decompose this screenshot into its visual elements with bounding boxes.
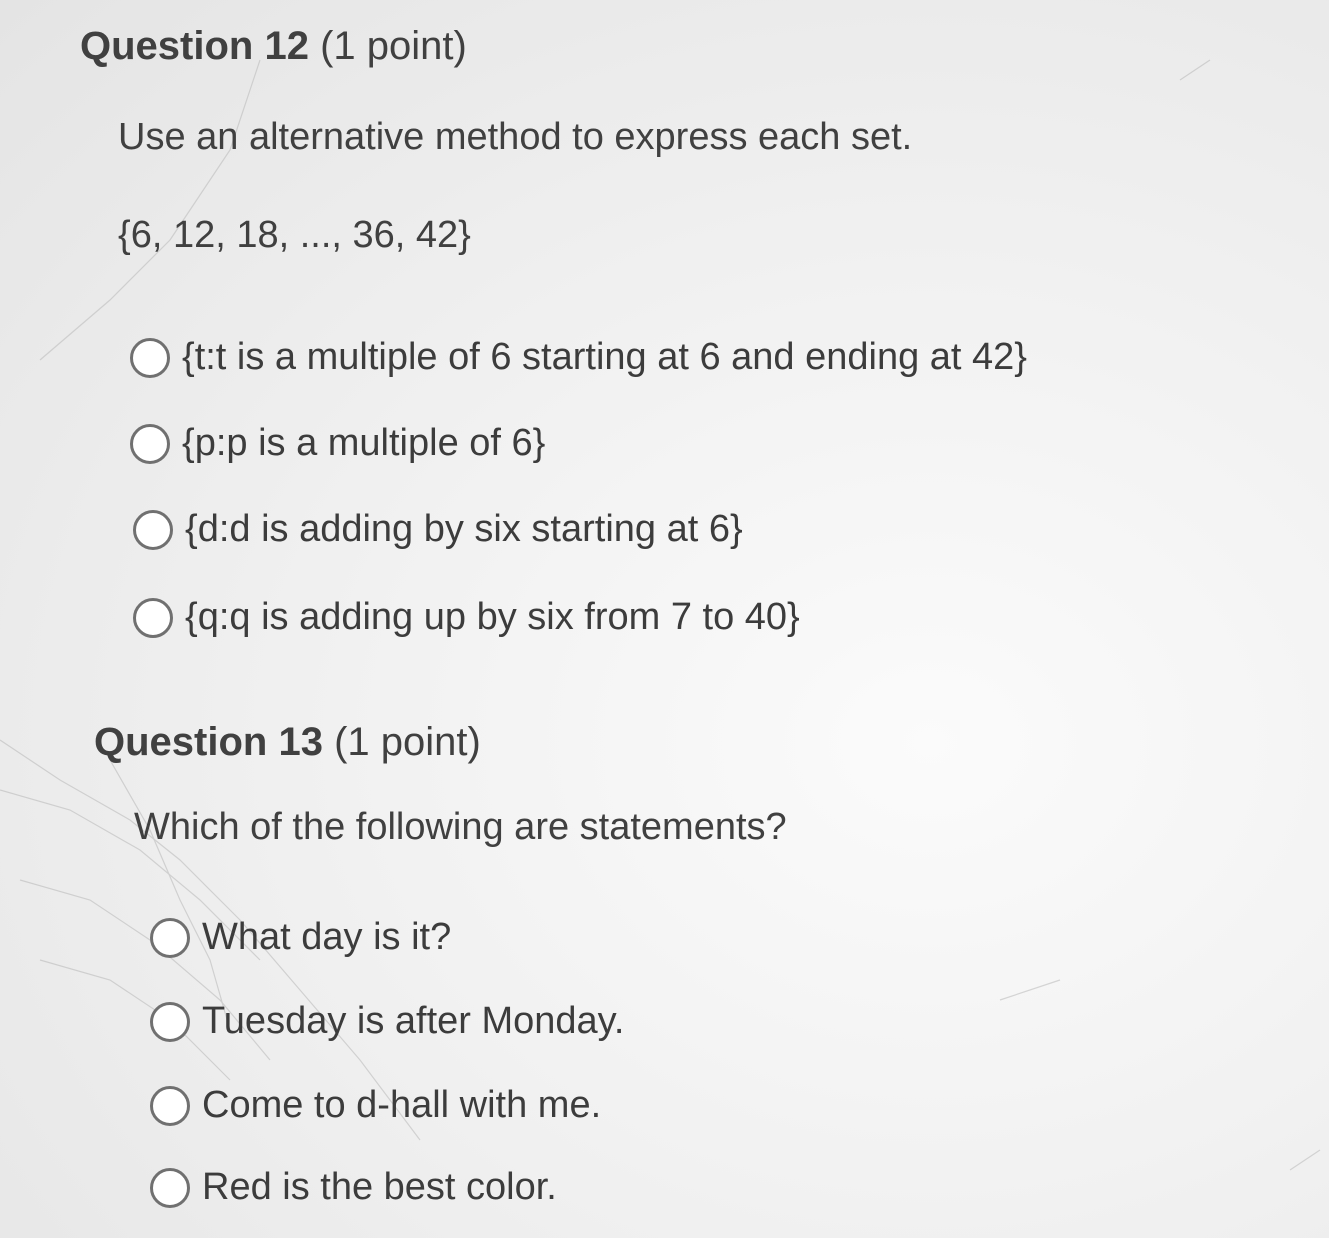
radio-button[interactable] <box>133 510 173 550</box>
radio-button[interactable] <box>150 1002 190 1042</box>
option-label: Tuesday is after Monday. <box>202 1000 625 1042</box>
question-12-number: Question 12 <box>80 24 309 68</box>
option-label: Come to d-hall with me. <box>202 1084 602 1126</box>
question-12-option-2[interactable] <box>130 422 545 465</box>
question-13-option-2[interactable] <box>150 1000 624 1043</box>
option-label: {t:t is a multiple of 6 starting at 6 and ending at 42} <box>182 336 1027 378</box>
option-label: Red is the best color. <box>202 1166 557 1208</box>
radio-button[interactable] <box>133 598 173 638</box>
question-12-prompt: Use an alternative method to express each set. <box>118 116 913 158</box>
question-13-heading <box>94 720 481 765</box>
radio-button[interactable] <box>150 1168 190 1208</box>
question-13-option-3[interactable] <box>150 1084 601 1127</box>
question-13-points: (1 point) <box>334 720 481 764</box>
question-13-option-1[interactable] <box>150 916 451 959</box>
question-12-option-1[interactable] <box>130 336 1027 379</box>
option-label: {d:d is adding by six starting at 6} <box>185 508 743 550</box>
option-label: {q:q is adding up by six from 7 to 40} <box>185 596 800 638</box>
question-12-set: {6, 12, 18, ..., 36, 42} <box>118 214 471 256</box>
question-13-prompt: Which of the following are statements? <box>134 806 787 848</box>
option-label: {p:p is a multiple of 6} <box>182 422 546 464</box>
question-12-points: (1 point) <box>320 24 467 68</box>
radio-button[interactable] <box>150 1086 190 1126</box>
question-12-option-4[interactable] <box>133 596 800 639</box>
radio-button[interactable] <box>130 424 170 464</box>
question-12-option-3[interactable] <box>133 508 743 551</box>
radio-button[interactable] <box>150 918 190 958</box>
question-12-heading <box>80 24 467 69</box>
question-13-option-4[interactable] <box>150 1166 557 1209</box>
question-13-number: Question 13 <box>94 720 323 764</box>
radio-button[interactable] <box>130 338 170 378</box>
option-label: What day is it? <box>202 916 452 958</box>
